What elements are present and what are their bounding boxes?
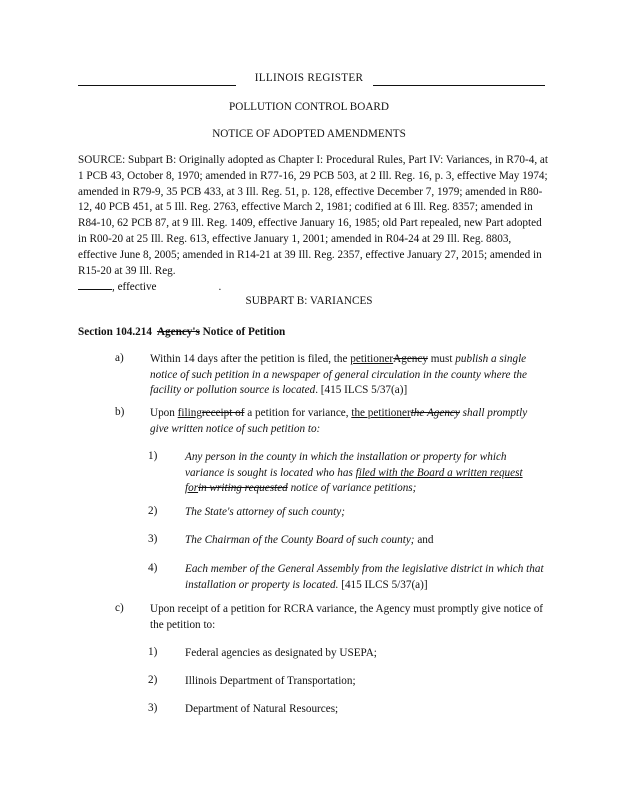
para-b3 (185, 533, 545, 549)
para-a-text: Within 14 days after the petition is filed, the (150, 353, 351, 365)
source-tail: , effective (112, 281, 157, 294)
para-c-label: c) (115, 602, 124, 614)
para-a (150, 352, 545, 399)
para-b1-end: notice of variance petitions; (287, 482, 417, 495)
para-b-inserted: filing (177, 407, 202, 419)
para-b4-cite: [415 ILCS 5/37(a)] (338, 578, 428, 591)
para-b3-label: 3) (148, 533, 158, 545)
para-b3-text: The Chairman of the County Board of such county; (185, 534, 415, 546)
para-b1-label: 1) (148, 450, 158, 462)
para-b-text2: a petition for variance, (244, 407, 352, 419)
source-paragraph (78, 153, 550, 296)
section-title: Notice of Petition (202, 326, 286, 338)
para-c2-label: 2) (148, 674, 158, 686)
para-b4 (185, 562, 545, 593)
para-c3-label: 3) (148, 702, 158, 714)
notice-title: NOTICE OF ADOPTED AMENDMENTS (212, 128, 406, 140)
para-b3-tail: and (414, 534, 434, 546)
para-a-label: a) (115, 352, 124, 364)
subpart-heading: SUBPART B: VARIANCES (245, 295, 373, 307)
para-b-italic: shall promptly give written notice of such petition to: (150, 407, 528, 435)
para-c1: Federal agencies as designated by USEPA; (185, 647, 377, 659)
para-a-italic: publish a single notice of such petition in a newspaper of general circulation in the county where the facility or pollution source is located (150, 353, 527, 397)
para-b-text: Upon (150, 407, 178, 419)
para-b-struck2: the Agency (410, 407, 460, 419)
para-b1-struck: in writing requested (198, 482, 288, 495)
section-number: Section 104.214 (78, 326, 152, 338)
section-struck-title: Agency's (156, 326, 200, 338)
para-b-label: b) (115, 406, 125, 418)
para-c: Upon receipt of a petition for RCRA variance, the Agency must promptly give notice of the petition to: (150, 603, 544, 631)
source-text: SOURCE: Subpart B: Originally adopted as Chapter I: Procedural Rules, Part IV: Variances, in R70-4, at 1 PCB 43, October 8, 1970; amended in R77-16, 29 PCB 503, at 2 Ill. Reg. 16, p. 3, effective May 1974; amended in R79-9, 35 PCB 433, at 3 Ill. Reg. 51, p. 128, effective December 7, 1979; amended in R80-12, 40 PCB 451, at 5 Ill. Reg. 2763, effective March 2, 1981; codified at 6 Ill. Reg. 8357; amended in R84-10, 62 PCB 87, at 9 Ill. Reg. 1409, effective January 16, 1985; old Part repealed, new Part adopted in R00-20 at 25 Ill. Reg. 613, effective January 1, 2001; amended in R04-24 at 29 Ill. Reg. 8803, effective June 8, 2005; amended in R14-21 at 39 Ill. Reg. 2357, effective January 27, 2015; amended in R15-20 at 39 Ill. Reg. (78, 154, 548, 277)
para-b1 (185, 450, 545, 497)
source-tail-end: . (218, 281, 222, 294)
para-a-inserted: petitioner (350, 353, 394, 365)
para-b4-text: Each member of the General Assembly from the legislative district in which that installation or property is located. (185, 563, 544, 591)
para-a-struck: Agency (393, 353, 428, 365)
header-rule-right (373, 85, 545, 86)
section-heading (78, 326, 285, 338)
para-b4-label: 4) (148, 562, 158, 574)
para-b2: The State's attorney of such county; (185, 506, 345, 518)
para-b1-text: Any person in the county in which the installation or property for which variance is sought is located who has (185, 451, 507, 479)
board-name: POLLUTION CONTROL BOARD (229, 101, 389, 113)
para-a-cite: . [415 ILCS 5/37(a)] (315, 384, 408, 397)
para-c3: Department of Natural Resources; (185, 703, 339, 715)
header-rule-left (78, 85, 236, 86)
para-b1-inserted: filed with the Board a written request for (185, 466, 523, 495)
para-c2: Illinois Department of Transportation; (185, 675, 356, 687)
para-b (150, 406, 545, 437)
para-b-inserted2: the petitioner (351, 407, 411, 419)
para-c1-label: 1) (148, 646, 158, 658)
para-a-must: must (427, 353, 456, 365)
para-b-struck: receipt of (201, 407, 245, 419)
register-title: ILLINOIS REGISTER (254, 72, 364, 84)
para-b2-label: 2) (148, 505, 158, 517)
blank-register-cite (78, 279, 112, 290)
